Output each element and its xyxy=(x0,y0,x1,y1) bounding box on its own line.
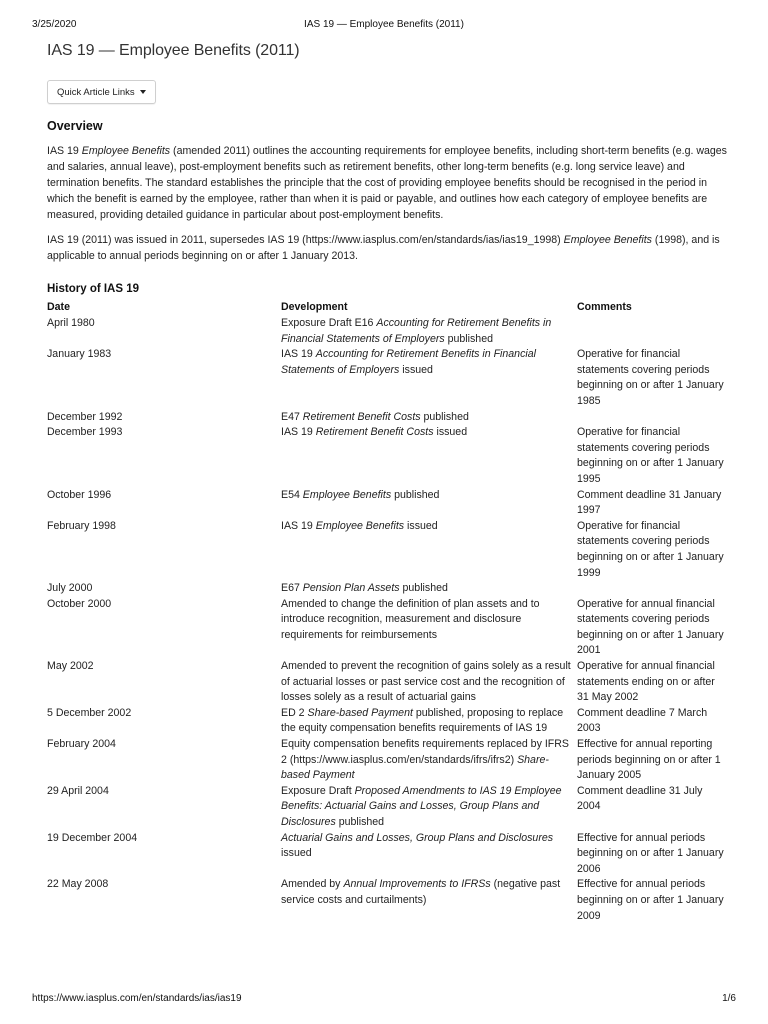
history-table xyxy=(47,301,727,924)
page-number: 1/6 xyxy=(722,993,736,1004)
row-date: February 1998 xyxy=(47,519,116,532)
row-comments: Effective for annual periods beginning on or after 1 January 2006 xyxy=(577,831,724,875)
table-row xyxy=(47,519,727,581)
quick-article-links-label: Quick Article Links xyxy=(57,86,135,98)
row-development: Amended to prevent the recognition of gains solely as a result of actuarial losses or past service cost and the recognition of losses solely as a result of actuarial gains xyxy=(281,660,571,704)
history-table-body xyxy=(47,316,727,924)
caret-down-icon xyxy=(140,90,146,94)
row-date: December 1992 xyxy=(47,410,123,423)
row-date: 5 December 2002 xyxy=(47,706,132,719)
row-development: Actuarial Gains and Losses, Group Plans and Disclosures issued xyxy=(281,831,554,860)
row-comments: Operative for financial statements covering periods beginning on or after 1 January 1985 xyxy=(577,348,724,407)
row-development: E47 Retirement Benefit Costs published xyxy=(281,410,469,423)
row-comments: Operative for annual financial statements ending on or after 31 May 2002 xyxy=(577,660,715,704)
column-header-date: Date xyxy=(47,301,70,313)
row-comments: Operative for financial statements covering periods beginning on or after 1 January 1999 xyxy=(577,519,724,579)
row-date: July 2000 xyxy=(47,582,93,595)
row-development: Exposure Draft Proposed Amendments to IAS 19 Employee Benefits: Actuarial Gains and Losses, Group Plans and Disclosures published xyxy=(281,784,562,828)
table-row xyxy=(47,410,727,426)
print-title: IAS 19 — Employee Benefits (2011) xyxy=(304,19,464,30)
row-comments xyxy=(577,410,727,426)
row-comments: Effective for annual periods beginning on or after 1 January 2009 xyxy=(577,878,724,922)
table-row xyxy=(47,784,727,831)
row-date: February 2004 xyxy=(47,738,116,751)
row-comments: Operative for annual financial statements covering periods beginning on or after 1 January 2001 xyxy=(577,597,724,657)
print-url: https://www.iasplus.com/en/standards/ias/ias19 xyxy=(32,993,242,1004)
table-row xyxy=(47,425,727,487)
row-development: Equity compensation benefits requirements replaced by IFRS 2 (https://www.iasplus.com/en/standards/ifrs/ifrs2) Share-based Payment xyxy=(281,738,569,782)
row-date: December 1993 xyxy=(47,426,123,439)
history-heading: History of IAS 19 xyxy=(47,283,140,295)
print-date: 3/25/2020 xyxy=(32,19,77,30)
row-comments xyxy=(577,316,727,347)
row-comments: Comment deadline 31 July 2004 xyxy=(577,784,703,813)
row-date: April 1980 xyxy=(47,317,95,329)
row-development: Amended to change the definition of plan assets and to introduce recognition, measurement and disclosure requirements for reimbursements xyxy=(281,597,540,641)
table-row xyxy=(47,659,727,706)
row-comments: Comment deadline 7 March 2003 xyxy=(577,706,708,735)
table-row xyxy=(47,706,727,737)
table-row xyxy=(47,488,727,519)
article xyxy=(47,42,727,924)
table-row xyxy=(47,581,727,597)
row-comments: Operative for financial statements covering periods beginning on or after 1 January 1995 xyxy=(577,426,724,485)
history-table-header xyxy=(47,301,727,316)
row-date: October 2000 xyxy=(47,597,112,610)
row-comments xyxy=(577,581,727,597)
row-development: E67 Pension Plan Assets published xyxy=(281,582,448,595)
overview-paragraph-2: IAS 19 (2011) was issued in 2011, supersedes IAS 19 (https://www.iasplus.com/en/standards/ias/ias19_1998) Employee Benefits (1998), and is applicable to annual periods beginning on or after 1 January 2013. xyxy=(47,234,720,262)
row-date: May 2002 xyxy=(47,660,94,673)
table-row xyxy=(47,737,727,784)
row-date: 29 April 2004 xyxy=(47,784,109,797)
row-development: IAS 19 Retirement Benefit Costs issued xyxy=(281,426,468,439)
row-date: 19 December 2004 xyxy=(47,831,138,844)
table-row xyxy=(47,316,727,347)
column-header-comments: Comments xyxy=(577,301,632,313)
row-development: IAS 19 Employee Benefits issued xyxy=(281,519,438,532)
row-comments: Effective for annual reporting periods beginning on or after 1 January 2005 xyxy=(577,738,721,782)
table-row xyxy=(47,347,727,409)
column-header-development: Development xyxy=(281,301,348,313)
page-title: IAS 19 — Employee Benefits (2011) xyxy=(47,42,300,59)
table-row xyxy=(47,597,727,659)
row-development: Amended by Annual Improvements to IFRSs (negative past service costs and curtailments) xyxy=(281,878,561,906)
overview-paragraph-1: IAS 19 Employee Benefits (amended 2011) outlines the accounting requirements for employee benefits, including short-term benefits (e.g. wages and salaries, annual leave), post-employment benefits such as retirement benefits, other long-term benefits (e.g. long service leave) and termination benefits. The standard establishes the principle that the cost of providing employee benefits should be recognised in the period in which the benefit is earned by the employee, rather than when it is paid or payable, and outlines how each category of employee benefits are measured, providing detailed guidance in particular about post-employment benefits. xyxy=(47,145,727,221)
row-development: IAS 19 Accounting for Retirement Benefits in Financial Statements of Employers issued xyxy=(281,348,536,376)
row-development: ED 2 Share-based Payment published, proposing to replace the equity compensation benefits requirements of IAS 19 xyxy=(281,706,564,735)
row-development: Exposure Draft E16 Accounting for Retirement Benefits in Financial Statements of Employers published xyxy=(281,317,552,345)
table-row xyxy=(47,831,727,878)
table-row xyxy=(47,877,727,924)
quick-article-links-button[interactable] xyxy=(47,80,156,104)
overview-heading: Overview xyxy=(47,119,103,133)
row-development: E54 Employee Benefits published xyxy=(281,488,440,501)
row-date: 22 May 2008 xyxy=(47,878,109,891)
row-date: October 1996 xyxy=(47,488,112,501)
row-date: January 1983 xyxy=(47,348,112,361)
row-comments: Comment deadline 31 January 1997 xyxy=(577,488,722,517)
